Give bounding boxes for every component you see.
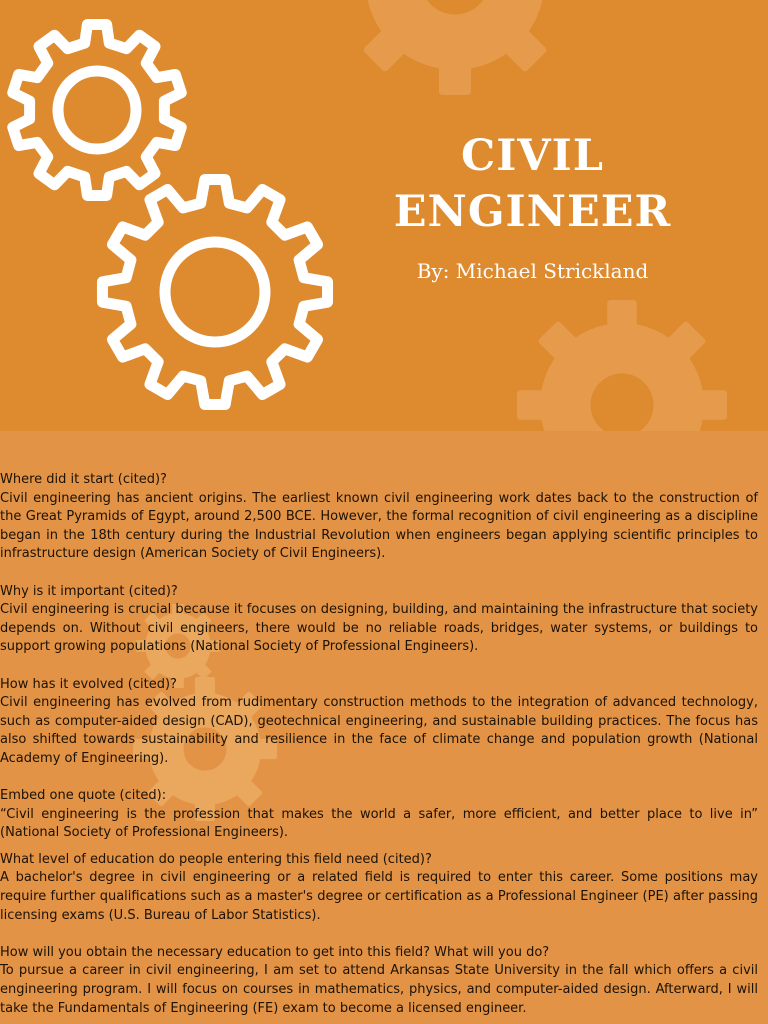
gear-icon-small xyxy=(13,25,182,196)
gear-icon-large xyxy=(102,179,327,404)
section-heading: Why is it important (cited)? xyxy=(0,583,178,599)
gear-decoration xyxy=(340,0,570,95)
author-byline: By: Michael Strickland xyxy=(416,259,649,283)
section-heading: Embed one quote (cited): xyxy=(0,788,167,804)
section-quote xyxy=(0,787,758,843)
section-education-plan xyxy=(0,944,758,1018)
title-line-2: ENGINEER xyxy=(393,187,672,237)
content-area xyxy=(0,431,768,1024)
section-heading: How will you obtain the necessary education to get into this field? What will you do? xyxy=(0,944,550,960)
section-origins xyxy=(0,471,758,564)
section-text: Civil engineering has evolved from rudimentary construction methods to the integration of advanced technology, such as computer-aided design (CAD), geotechnical engineering, and sustainable building practices. The focus has also shifted towards sustainability and resilience in the face of climate change and population growth (National Academy of Engineering). xyxy=(0,695,758,766)
gear-decoration xyxy=(517,300,727,431)
section-text: Civil engineering is crucial because it focuses on designing, building, and maintaining the infrastructure that society depends on. Without civil engineers, there would be no reliable roads, bridges, water systems, or buildings to support growing populations (National Society of Professional Engineers). xyxy=(0,602,758,655)
header-banner xyxy=(0,0,768,431)
section-heading: How has it evolved (cited)? xyxy=(0,676,177,692)
article-body xyxy=(0,471,758,1018)
section-heading: What level of education do people entering this field need (cited)? xyxy=(0,851,432,867)
page-title xyxy=(380,128,685,240)
section-text: Civil engineering has ancient origins. The earliest known civil engineering work dates back to the construction of the Great Pyramids of Egypt, around 2,500 BCE. However, the formal recognition of civil engineering as a discipline began in the 18th century during the Industrial Revolution when engineers began applying scientific principles to infrastructure design (American Society of Civil Engineers). xyxy=(0,490,758,562)
section-heading: Where did it start (cited)? xyxy=(0,472,167,487)
section-importance xyxy=(0,583,758,657)
section-text: To pursue a career in civil engineering, I am set to attend Arkansas State University in the fall which offers a civil engineering program. I will focus on courses in mathematics, physics, and computer-aided design. Afterward, I will take the Fundamentals of Engineering (FE) exam to become a licensed engineer. xyxy=(0,963,758,1016)
section-text: “Civil engineering is the profession that makes the world a safer, more efficient, and better place to live in” (National Society of Professional Engineers). xyxy=(0,806,758,841)
section-evolution xyxy=(0,676,758,769)
title-line-1: CIVIL xyxy=(460,131,605,181)
section-text: A bachelor's degree in civil engineering or a related field is required to enter this career. Some positions may require further qualifications such as a master's degree or certification as a Professional Engineer (PE) after passing licensing exams (U.S. Bureau of Labor Statistics). xyxy=(0,870,758,923)
section-education-level xyxy=(0,851,758,925)
